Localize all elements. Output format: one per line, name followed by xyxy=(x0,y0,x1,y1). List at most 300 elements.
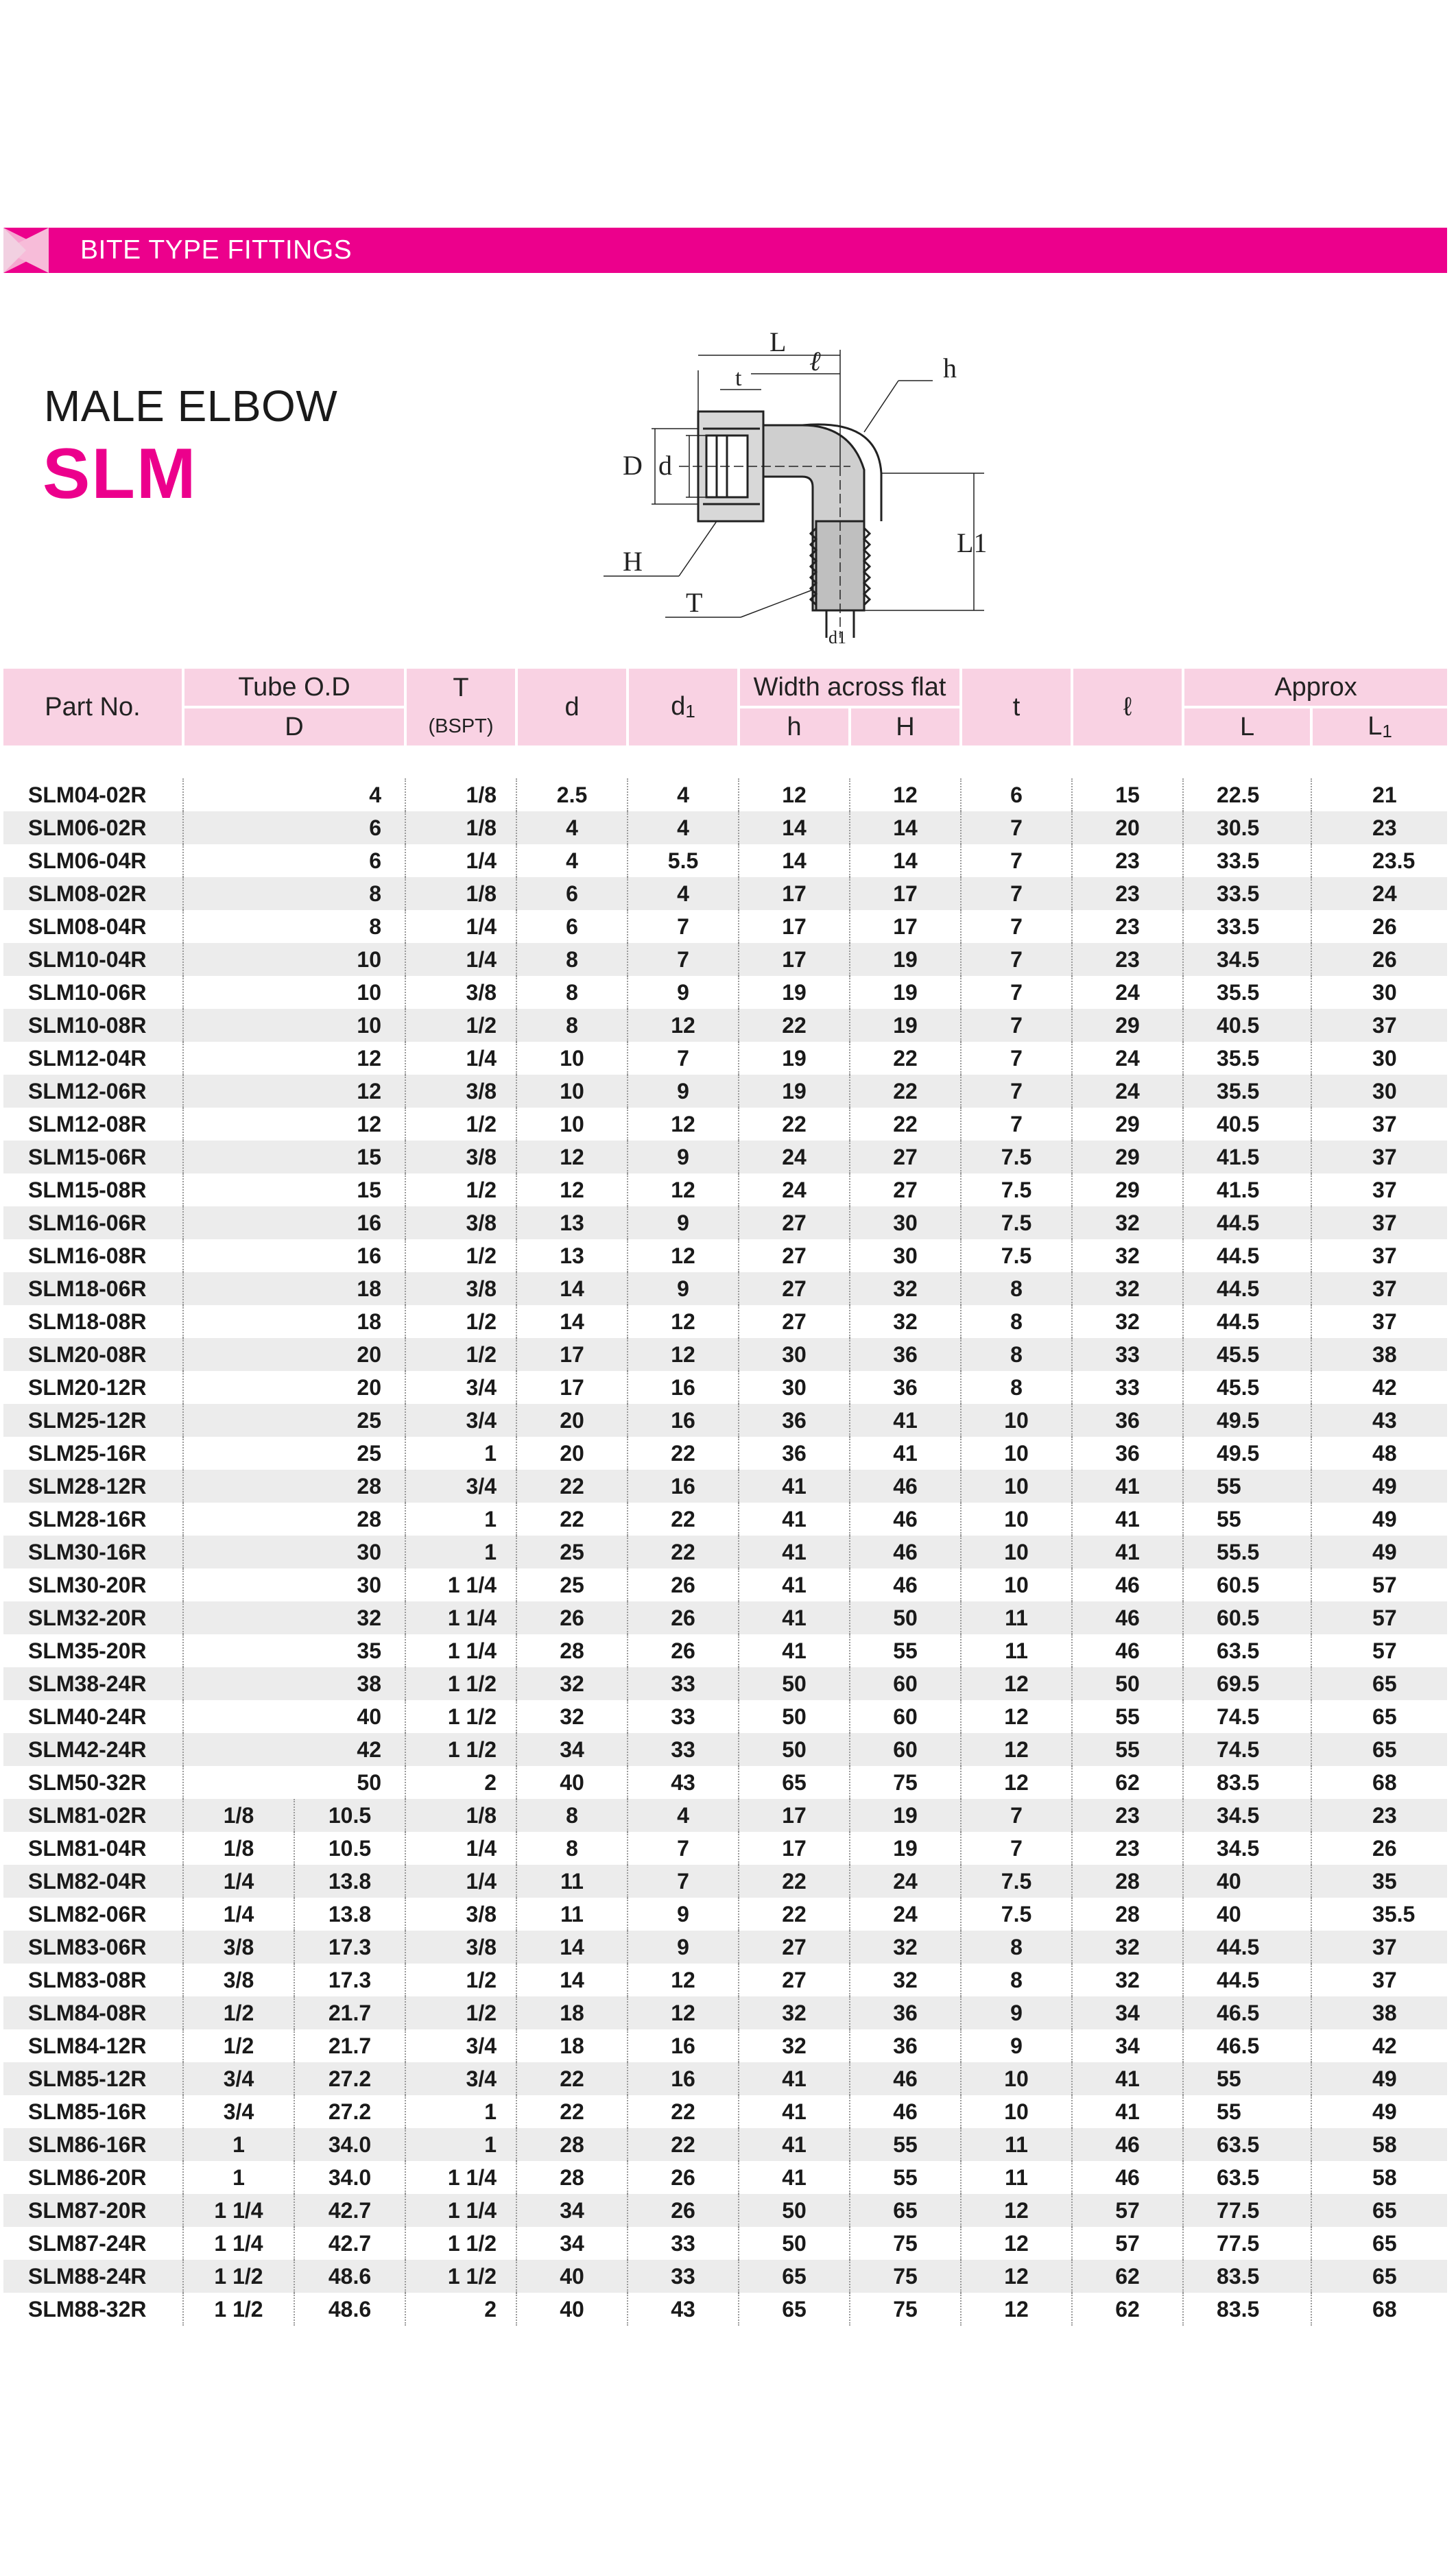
cell-d1: 16 xyxy=(628,2029,739,2062)
cell-L1: 68 xyxy=(1311,1766,1447,1799)
cell-d1: 12 xyxy=(628,1996,739,2029)
cell-part-no: SLM08-02R xyxy=(3,877,183,910)
cell-t-bspt: 1/2 xyxy=(405,1964,516,1996)
cell-ell: 23 xyxy=(1072,844,1183,877)
cell-ell: 15 xyxy=(1072,778,1183,811)
cell-d1: 43 xyxy=(628,2293,739,2326)
cell-ell: 41 xyxy=(1072,1503,1183,1536)
cell-t-bspt: 1 xyxy=(405,2128,516,2161)
cell-L1: 65 xyxy=(1311,1733,1447,1766)
cell-d1: 4 xyxy=(628,1799,739,1832)
cell-d: 2.5 xyxy=(516,778,628,811)
cell-t: 8 xyxy=(961,1964,1072,1996)
cell-tube-od: 50 xyxy=(183,1766,405,1799)
table-row xyxy=(3,877,1447,910)
cell-t: 7 xyxy=(961,910,1072,943)
cell-L: 55.5 xyxy=(1183,1536,1311,1568)
cell-L: 49.5 xyxy=(1183,1404,1311,1437)
cell-H: 17 xyxy=(850,877,961,910)
cell-tube-od-mm: 48.6 xyxy=(294,2260,405,2293)
cell-H: 46 xyxy=(850,2095,961,2128)
cell-part-no: SLM15-08R xyxy=(28,1177,147,1202)
cell-H: 36 xyxy=(850,2029,961,2062)
cell-d1: 9 xyxy=(628,1898,739,1931)
cell-d: 40 xyxy=(516,1766,628,1799)
header-t-lower: t xyxy=(961,669,1072,745)
cell-h: 32 xyxy=(739,1996,850,2029)
cell-t-bspt: 1/2 xyxy=(405,1009,516,1042)
cell-h: 65 xyxy=(739,1766,850,1799)
cell-L: 44.5 xyxy=(1183,1272,1311,1305)
cell-ell: 23 xyxy=(1072,877,1183,910)
cell-L1: 57 xyxy=(1311,1601,1447,1634)
cell-L: 33.5 xyxy=(1183,844,1311,877)
cell-t-bspt: 1/2 xyxy=(405,1239,516,1272)
table-row xyxy=(3,2227,1447,2260)
cell-L1: 26 xyxy=(1311,1832,1447,1865)
cell-d1: 22 xyxy=(628,1536,739,1568)
cell-L: 77.5 xyxy=(1183,2227,1311,2260)
cell-ell: 32 xyxy=(1072,1305,1183,1338)
cell-tube-od: 3/8 xyxy=(183,1964,294,1996)
cell-h: 24 xyxy=(739,1173,850,1206)
cell-d: 4 xyxy=(516,811,628,844)
cell-ell: 41 xyxy=(1072,2095,1183,2128)
cell-L: 33.5 xyxy=(1183,910,1311,943)
cell-L: 55 xyxy=(1183,2062,1311,2095)
cell-d: 8 xyxy=(516,943,628,976)
cell-part-no: SLM10-08R xyxy=(3,1009,183,1042)
table-row xyxy=(3,1898,1447,1931)
cell-tube-od: 38 xyxy=(183,1667,405,1700)
cell-t: 10 xyxy=(961,1404,1072,1437)
cell-ell: 24 xyxy=(1072,976,1183,1009)
cell-H: 60 xyxy=(850,1667,961,1700)
dim-label-L: L xyxy=(769,326,787,357)
cell-L: 40.5 xyxy=(1183,1108,1311,1141)
cell-d: 34 xyxy=(516,1733,628,1766)
cell-t: 12 xyxy=(961,1766,1072,1799)
cell-d: 26 xyxy=(516,1601,628,1634)
table-row xyxy=(3,2260,1447,2293)
cell-d: 4 xyxy=(516,844,628,877)
cell-d: 12 xyxy=(516,1173,628,1206)
cell-d1: 7 xyxy=(628,1042,739,1075)
cell-d: 8 xyxy=(516,1832,628,1865)
cell-ell: 41 xyxy=(1072,2062,1183,2095)
cell-d1: 33 xyxy=(628,1667,739,1700)
cell-L1: 49 xyxy=(1311,1503,1447,1536)
cell-H: 32 xyxy=(850,1305,961,1338)
cell-t: 12 xyxy=(961,1700,1072,1733)
cell-t-bspt: 3/8 xyxy=(405,1898,516,1931)
cell-tube-od: 10 xyxy=(183,943,405,976)
cell-t-bspt: 2 xyxy=(405,2293,516,2326)
cell-L: 45.5 xyxy=(1183,1371,1311,1404)
cell-ell: 33 xyxy=(1072,1371,1183,1404)
cell-ell: 55 xyxy=(1072,1700,1183,1733)
cell-L1: 37 xyxy=(1311,1964,1447,1996)
cell-d: 11 xyxy=(516,1865,628,1898)
cell-d: 34 xyxy=(516,2227,628,2260)
cell-tube-od: 18 xyxy=(183,1305,405,1338)
cell-t: 12 xyxy=(961,2227,1072,2260)
cell-part-no: SLM18-06R xyxy=(3,1272,183,1305)
cell-t-bspt: 1/2 xyxy=(405,1108,516,1141)
header-t: T xyxy=(405,669,516,707)
cell-t: 7.5 xyxy=(961,1141,1072,1173)
table-row xyxy=(3,811,1447,844)
cell-h: 41 xyxy=(739,1470,850,1503)
cell-tube-od: 1/8 xyxy=(183,1799,294,1832)
cell-t-bspt: 1/2 xyxy=(405,1173,516,1206)
cell-d: 8 xyxy=(516,1009,628,1042)
cell-part-no: SLM12-06R xyxy=(3,1075,183,1108)
cell-part-no: SLM28-16R xyxy=(28,1506,147,1531)
cell-d: 22 xyxy=(516,1503,628,1536)
cell-d1: 16 xyxy=(628,1404,739,1437)
cell-d: 22 xyxy=(516,2062,628,2095)
cell-d1: 9 xyxy=(628,1272,739,1305)
cell-part-no: SLM85-16R xyxy=(28,2099,147,2124)
cell-tube-od: 30 xyxy=(183,1536,405,1568)
cell-t-bspt: 1/4 xyxy=(405,1832,516,1865)
cell-tube-od-mm: 34.0 xyxy=(294,2128,405,2161)
table-row xyxy=(3,1305,1447,1338)
cell-L: 83.5 xyxy=(1183,2293,1311,2326)
cell-t: 12 xyxy=(961,1733,1072,1766)
cell-t-bspt: 3/8 xyxy=(405,1931,516,1964)
cell-h: 14 xyxy=(739,811,850,844)
cell-H: 36 xyxy=(850,1996,961,2029)
cell-H: 14 xyxy=(850,844,961,877)
cell-d: 17 xyxy=(516,1338,628,1371)
table-row xyxy=(3,1865,1447,1898)
table-row xyxy=(3,1470,1447,1503)
cell-ell: 23 xyxy=(1072,1799,1183,1832)
table-row xyxy=(3,1766,1447,1799)
cell-ell: 34 xyxy=(1072,2029,1183,2062)
cell-t-bspt: 1/2 xyxy=(405,1305,516,1338)
cell-part-no: SLM15-06R xyxy=(3,1141,183,1173)
cell-t-bspt: 1 xyxy=(405,1536,516,1568)
cell-t: 11 xyxy=(961,2161,1072,2194)
cell-t-bspt: 1 1/2 xyxy=(405,1667,516,1700)
cell-part-no: SLM12-04R xyxy=(28,1045,147,1071)
cell-H: 24 xyxy=(850,1865,961,1898)
table-row xyxy=(3,1700,1447,1733)
cell-t: 7 xyxy=(961,1108,1072,1141)
table-row xyxy=(3,1536,1447,1568)
cell-h: 50 xyxy=(739,1667,850,1700)
cell-tube-od: 10 xyxy=(183,976,405,1009)
table-row xyxy=(3,2029,1447,2062)
cell-d: 14 xyxy=(516,1931,628,1964)
cell-tube-od: 12 xyxy=(183,1108,405,1141)
cell-tube-od: 12 xyxy=(183,1042,405,1075)
cell-d1: 9 xyxy=(628,976,739,1009)
cell-t: 7.5 xyxy=(961,1865,1072,1898)
table-row xyxy=(3,844,1447,877)
cell-L: 55 xyxy=(1183,2095,1311,2128)
cell-t: 10 xyxy=(961,2095,1072,2128)
cell-h: 36 xyxy=(739,1437,850,1470)
cell-t-bspt: 1 1/4 xyxy=(405,2161,516,2194)
cell-tube-od: 20 xyxy=(183,1338,405,1371)
cell-h: 41 xyxy=(739,2095,850,2128)
header-L1-main: L xyxy=(1368,712,1383,741)
cell-tube-od-mm: 42.7 xyxy=(294,2194,405,2227)
cell-d1: 33 xyxy=(628,2260,739,2293)
cell-tube-od: 3/4 xyxy=(183,2062,294,2095)
cell-d1: 4 xyxy=(628,877,739,910)
cell-H: 30 xyxy=(850,1239,961,1272)
cell-t-bspt: 1/4 xyxy=(405,1042,516,1075)
cell-part-no: SLM88-32R xyxy=(28,2296,147,2322)
cell-L: 30.5 xyxy=(1183,811,1311,844)
cell-h: 17 xyxy=(739,877,850,910)
cell-t-bspt: 1 1/2 xyxy=(405,1700,516,1733)
cell-h: 27 xyxy=(739,1964,850,1996)
cell-t-bspt: 1 1/2 xyxy=(405,1733,516,1766)
cell-ell: 32 xyxy=(1072,1964,1183,1996)
cell-part-no: SLM87-24R xyxy=(28,2230,147,2256)
cell-tube-od-mm: 13.8 xyxy=(294,1898,405,1931)
cell-L: 63.5 xyxy=(1183,2161,1311,2194)
cell-H: 46 xyxy=(850,1470,961,1503)
cell-L1: 37 xyxy=(1311,1272,1447,1305)
cell-tube-od: 3/4 xyxy=(183,2095,294,2128)
cell-part-no: SLM85-12R xyxy=(3,2062,183,2095)
cell-L1: 42 xyxy=(1311,2029,1447,2062)
cell-t: 7 xyxy=(961,844,1072,877)
cell-h: 50 xyxy=(739,2227,850,2260)
cell-d1: 26 xyxy=(628,1634,739,1667)
cell-h: 41 xyxy=(739,1536,850,1568)
cell-t: 7 xyxy=(961,1009,1072,1042)
cell-h: 65 xyxy=(739,2260,850,2293)
header-ell: ℓ xyxy=(1072,669,1183,745)
cell-tube-od: 30 xyxy=(183,1568,405,1601)
cell-H: 32 xyxy=(850,1272,961,1305)
cell-d: 18 xyxy=(516,2029,628,2062)
cell-L: 41.5 xyxy=(1183,1173,1311,1206)
table-row xyxy=(3,943,1447,976)
cell-d1: 12 xyxy=(628,1305,739,1338)
cell-L1: 30 xyxy=(1311,1042,1447,1075)
cell-t-bspt: 1/2 xyxy=(405,1338,516,1371)
cell-tube-od: 18 xyxy=(183,1272,405,1305)
cell-d1: 33 xyxy=(628,2227,739,2260)
cell-tube-od: 1/8 xyxy=(183,1832,294,1865)
cell-part-no: SLM25-12R xyxy=(3,1404,183,1437)
cell-h: 41 xyxy=(739,1634,850,1667)
cell-d1: 22 xyxy=(628,2128,739,2161)
cell-L1: 38 xyxy=(1311,1996,1447,2029)
cell-L1: 68 xyxy=(1311,2293,1447,2326)
cell-h: 19 xyxy=(739,1042,850,1075)
cell-d: 22 xyxy=(516,2095,628,2128)
cell-part-no: SLM42-24R xyxy=(3,1733,183,1766)
cell-tube-od: 1 1/2 xyxy=(183,2260,294,2293)
cell-t: 7 xyxy=(961,976,1072,1009)
dim-label-ell: ℓ xyxy=(809,346,821,377)
cell-h: 36 xyxy=(739,1404,850,1437)
cell-t-bspt: 1 xyxy=(405,1437,516,1470)
cell-part-no: SLM32-20R xyxy=(3,1601,183,1634)
cell-ell: 28 xyxy=(1072,1898,1183,1931)
cell-H: 60 xyxy=(850,1733,961,1766)
table-row xyxy=(3,1173,1447,1206)
cell-H: 75 xyxy=(850,1766,961,1799)
table-row xyxy=(3,1272,1447,1305)
table-row xyxy=(3,1634,1447,1667)
cell-t: 6 xyxy=(961,778,1072,811)
table-row xyxy=(3,1437,1447,1470)
table-row xyxy=(3,1964,1447,1996)
cell-ell: 23 xyxy=(1072,910,1183,943)
cell-d1: 22 xyxy=(628,1437,739,1470)
cell-L1: 23 xyxy=(1311,811,1447,844)
cell-tube-od: 1 1/4 xyxy=(183,2194,294,2227)
cell-tube-od: 1/2 xyxy=(183,1996,294,2029)
cell-ell: 28 xyxy=(1072,1865,1183,1898)
cell-d: 22 xyxy=(516,1470,628,1503)
cell-H: 46 xyxy=(850,2062,961,2095)
cell-d1: 9 xyxy=(628,1206,739,1239)
cell-d1: 22 xyxy=(628,1503,739,1536)
cell-t-bspt: 1 xyxy=(405,2095,516,2128)
cell-ell: 32 xyxy=(1072,1239,1183,1272)
male-elbow-drawing xyxy=(576,315,988,645)
cell-d1: 12 xyxy=(628,1338,739,1371)
cell-h: 22 xyxy=(739,1865,850,1898)
cell-d: 28 xyxy=(516,2128,628,2161)
table-row xyxy=(3,1503,1447,1536)
cell-L1: 49 xyxy=(1311,2095,1447,2128)
cell-tube-od-mm: 27.2 xyxy=(294,2095,405,2128)
cell-L: 44.5 xyxy=(1183,1206,1311,1239)
cell-L: 34.5 xyxy=(1183,1832,1311,1865)
cell-H: 19 xyxy=(850,1799,961,1832)
cell-tube-od-mm: 48.6 xyxy=(294,2293,405,2326)
cell-H: 46 xyxy=(850,1568,961,1601)
cell-tube-od: 32 xyxy=(183,1601,405,1634)
cell-tube-od-mm: 17.3 xyxy=(294,1931,405,1964)
cell-d: 32 xyxy=(516,1667,628,1700)
cell-L1: 48 xyxy=(1311,1437,1447,1470)
cell-tube-od: 1 xyxy=(183,2128,294,2161)
cell-ell: 29 xyxy=(1072,1108,1183,1141)
cell-H: 41 xyxy=(850,1437,961,1470)
cell-part-no: SLM06-04R xyxy=(28,848,147,873)
cell-part-no: SLM87-20R xyxy=(3,2194,183,2227)
cell-t: 12 xyxy=(961,2293,1072,2326)
cell-d1: 7 xyxy=(628,943,739,976)
cell-t: 10 xyxy=(961,1568,1072,1601)
cell-part-no: SLM84-08R xyxy=(3,1996,183,2029)
cell-tube-od-mm: 34.0 xyxy=(294,2161,405,2194)
cell-d1: 16 xyxy=(628,1470,739,1503)
cell-H: 60 xyxy=(850,1700,961,1733)
cell-t-bspt: 3/8 xyxy=(405,976,516,1009)
header-approx: Approx xyxy=(1183,669,1447,707)
cell-t-bspt: 3/4 xyxy=(405,1404,516,1437)
cell-part-no: SLM12-08R xyxy=(28,1111,147,1136)
cell-part-no: SLM81-02R xyxy=(3,1799,183,1832)
cell-h: 30 xyxy=(739,1338,850,1371)
table-row xyxy=(3,910,1447,943)
cell-h: 22 xyxy=(739,1108,850,1141)
product-title: SLM xyxy=(43,434,198,514)
cell-d1: 4 xyxy=(628,778,739,811)
cell-h: 27 xyxy=(739,1272,850,1305)
cell-h: 22 xyxy=(739,1009,850,1042)
cell-ell: 34 xyxy=(1072,1996,1183,2029)
cell-ell: 20 xyxy=(1072,811,1183,844)
table-row xyxy=(3,1009,1447,1042)
header-L1-sub: 1 xyxy=(1382,721,1392,741)
cell-t: 8 xyxy=(961,1338,1072,1371)
cell-H: 75 xyxy=(850,2293,961,2326)
cell-part-no: SLM35-20R xyxy=(28,1638,147,1663)
cell-tube-od-mm: 17.3 xyxy=(294,1964,405,1996)
cell-t-bspt: 1/4 xyxy=(405,844,516,877)
header-tube-od: Tube O.D xyxy=(183,669,405,707)
cell-d1: 26 xyxy=(628,1568,739,1601)
cell-L: 44.5 xyxy=(1183,1964,1311,1996)
dim-label-T: T xyxy=(686,587,703,618)
cell-h: 41 xyxy=(739,2128,850,2161)
cell-t-bspt: 3/4 xyxy=(405,2062,516,2095)
cell-tube-od: 12 xyxy=(183,1075,405,1108)
cell-d: 25 xyxy=(516,1568,628,1601)
cell-h: 22 xyxy=(739,1898,850,1931)
cell-L1: 58 xyxy=(1311,2128,1447,2161)
cell-L1: 37 xyxy=(1311,1931,1447,1964)
cell-H: 46 xyxy=(850,1536,961,1568)
cell-t: 10 xyxy=(961,1536,1072,1568)
cell-t-bspt: 1 1/4 xyxy=(405,2194,516,2227)
cell-L1: 49 xyxy=(1311,1470,1447,1503)
cell-L1: 35.5 xyxy=(1311,1898,1447,1931)
cell-t-bspt: 3/8 xyxy=(405,1075,516,1108)
table-row xyxy=(3,1338,1447,1371)
cell-L: 44.5 xyxy=(1183,1931,1311,1964)
cell-h: 27 xyxy=(739,1305,850,1338)
cell-H: 17 xyxy=(850,910,961,943)
cell-d1: 43 xyxy=(628,1766,739,1799)
cell-t: 8 xyxy=(961,1272,1072,1305)
dim-label-t: t xyxy=(735,366,742,391)
cell-L1: 37 xyxy=(1311,1009,1447,1042)
table-row xyxy=(3,1371,1447,1404)
cell-H: 19 xyxy=(850,1009,961,1042)
cell-tube-od: 25 xyxy=(183,1404,405,1437)
cell-part-no: SLM83-08R xyxy=(28,1967,147,1992)
cell-L: 33.5 xyxy=(1183,877,1311,910)
table-row xyxy=(3,1996,1447,2029)
section-banner xyxy=(3,228,1447,273)
cell-d1: 33 xyxy=(628,1700,739,1733)
cell-L1: 30 xyxy=(1311,976,1447,1009)
cell-part-no: SLM84-12R xyxy=(28,2033,147,2058)
cell-ell: 57 xyxy=(1072,2194,1183,2227)
cell-tube-od: 8 xyxy=(183,877,405,910)
cell-L1: 21 xyxy=(1311,778,1447,811)
cell-t-bspt: 1 1/4 xyxy=(405,1634,516,1667)
cell-L: 40 xyxy=(1183,1898,1311,1931)
